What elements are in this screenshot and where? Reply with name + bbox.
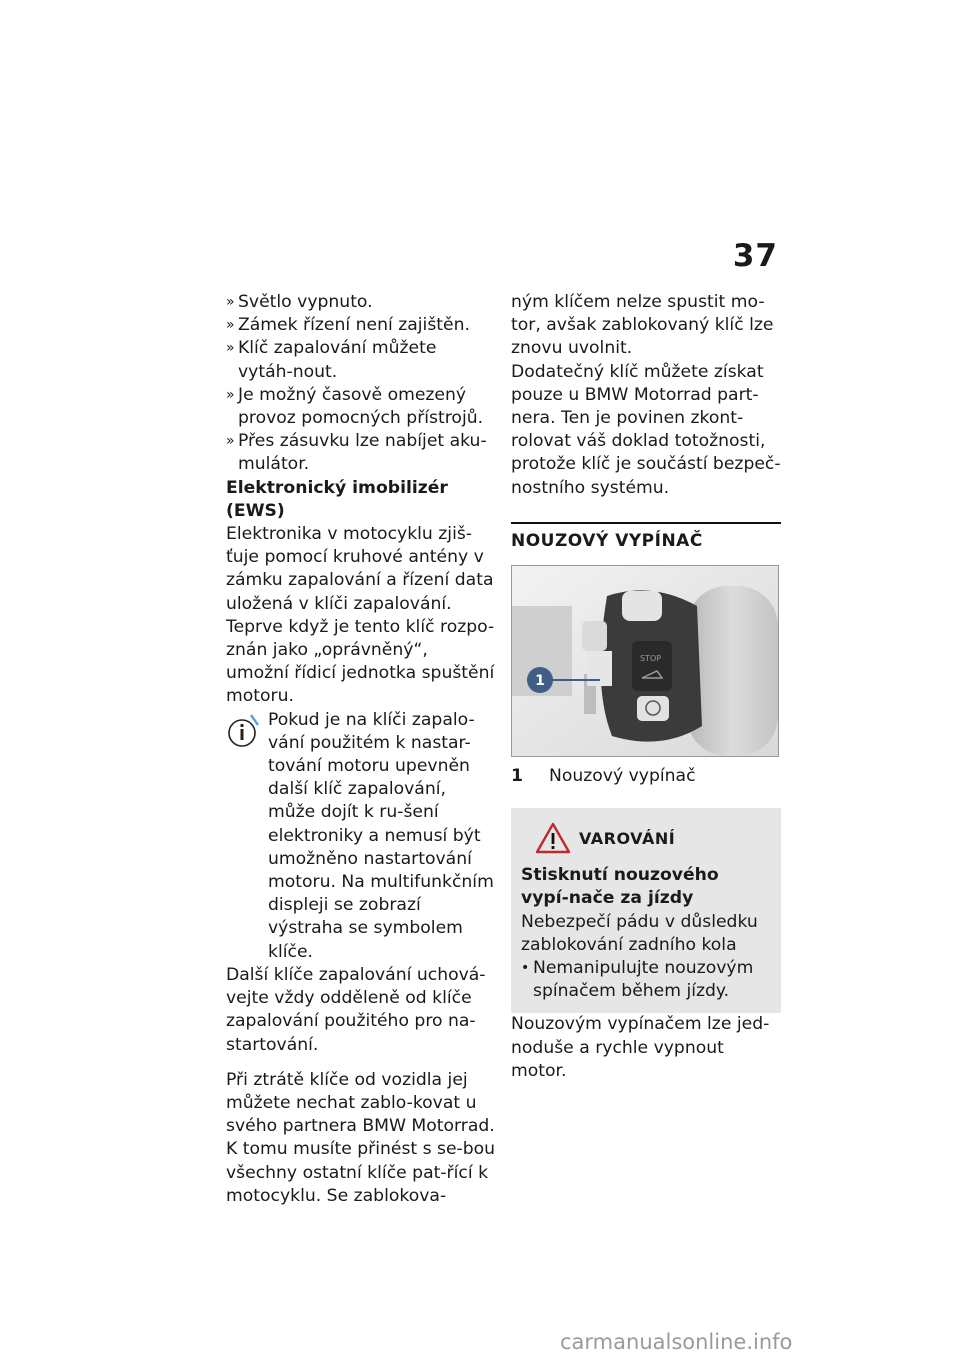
warning-header: [535, 822, 771, 854]
callout-number: 1: [535, 673, 545, 690]
section-title: NOUZOVÝ VYPÍNAČ: [511, 530, 703, 551]
switch-description: Nouzovým vypínačem lze jed-noduše a rychle vypnout motor.: [511, 1014, 770, 1081]
watermark: carmanualsonline.info: [560, 1330, 793, 1354]
caption-number: 1: [511, 766, 523, 787]
warning-box: [511, 808, 781, 1013]
list-item: » Klíč zapalování můžete vytáh-nout.: [226, 338, 437, 382]
figure-caption: [511, 765, 781, 788]
warning-subtitle: Stisknutí nouzového vypí-nače za jízdy: [521, 865, 719, 909]
switch-illustration: [512, 566, 778, 756]
note-paragraph: Pokud je na klíči zapalo-vání použitém k nastar-tování motoru upevněn další klíč zapalování, může dojít k ru-šení elektroniky a nemusí být umožněno nastartování motoru. Na multifunkčním displeji se zobrazí výstraha se symbolem klíče.: [268, 709, 494, 962]
emergency-switch-photo: [511, 565, 779, 757]
list-item: » Je možný časově omezený provoz pomocných přístrojů.: [226, 384, 484, 429]
info-icon: [226, 711, 262, 751]
list-item: » Zámek řízení není zajištěn.: [226, 315, 470, 336]
ews-paragraph: Elektronika v motocyklu zjiš-ťuje pomocí kruhové antény v zámku zapalování a řízení data uložená v klíči zapalování. Teprve když je tento klíč rozpo-znán jako „oprávněný“, umožní řídicí jednotka spuštění motoru.: [226, 524, 495, 707]
extra-key-paragraph: Dodatečný klíč můžete získat pouze u BMW Motorrad part-nera. Ten je povinen zkont-rolovat váš doklad totožnosti, protože klíč je součástí bezpeč-nostního systému.: [511, 361, 781, 498]
caption-text: Nouzový vypínač: [549, 766, 696, 787]
warning-bullet: • Nemanipulujte nouzovým spínačem během jízdy.: [521, 958, 754, 1002]
lost-key-paragraph: Při ztrátě klíče od vozidla jej můžete nechat zablo-kovat u svého partnera BMW Motorrad.: [226, 1069, 495, 1137]
warning-title: VAROVÁNÍ: [579, 828, 676, 848]
page-number: 37: [732, 238, 778, 274]
section-divider: [511, 522, 781, 524]
warning-icon: [535, 822, 571, 854]
warning-text: Nebezpečí pádu v důsledku zablokování zadního kola: [521, 911, 758, 955]
list-item: » Přes zásuvku lze nabíjet aku-mulátor.: [226, 431, 487, 475]
info-note: [226, 709, 496, 964]
list-item: » Světlo vypnuto.: [226, 292, 373, 312]
stop-label: STOP: [640, 654, 662, 664]
ews-heading: Elektronický imobilizér (EWS): [226, 477, 448, 521]
note-paragraph-2: Další klíče zapalování uchová-vejte vždy odděleně od klíče zapalování použitého pro na-startování.: [226, 964, 486, 1055]
left-column: [226, 291, 496, 1208]
continuation-paragraph: ným klíčem nelze spustit mo-tor, avšak zablokovaný klíč lze znovu uvolnit.: [511, 292, 774, 359]
right-column: [511, 291, 781, 1083]
lost-key-paragraph-2: K tomu musíte přinést s se-bou všechny ostatní klíče pat-řící k motocyklu. Se zablokova-: [226, 1139, 496, 1206]
